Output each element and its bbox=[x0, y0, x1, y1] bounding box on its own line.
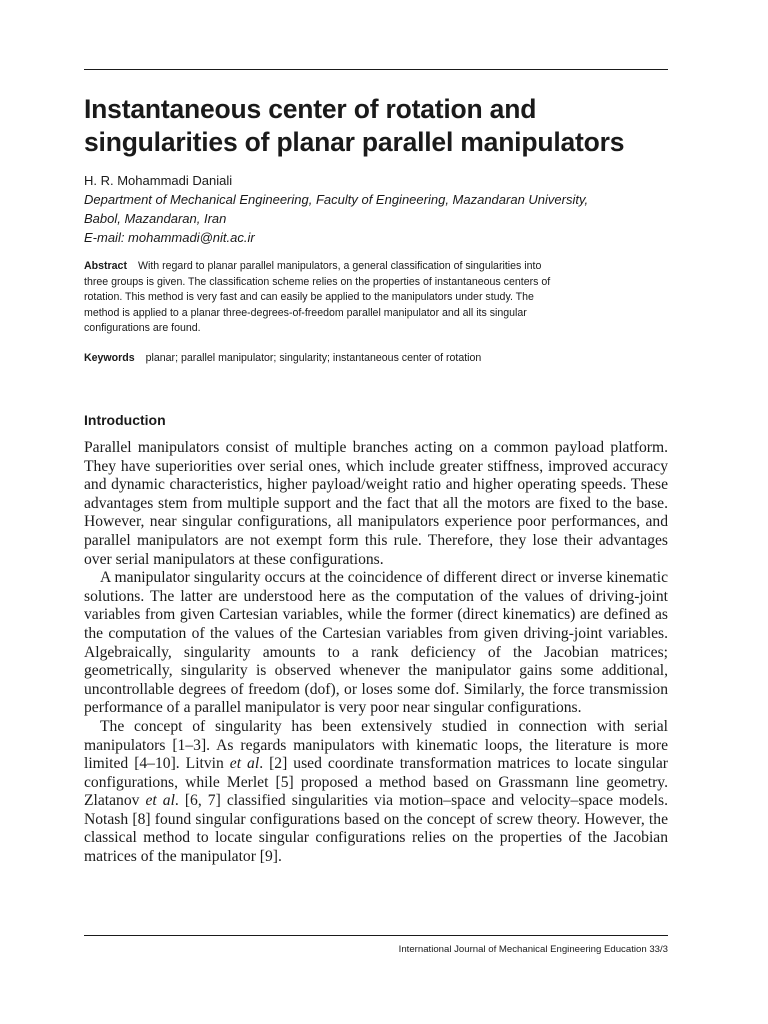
author-affiliation-line-2: Babol, Mazandaran, Iran bbox=[84, 211, 227, 226]
citation-et-al-1: et al bbox=[229, 755, 260, 773]
abstract-text-1: With regard to planar parallel manipulators, a general classification of singularities into bbox=[137, 260, 542, 272]
abstract-line-3: rotation. This method is very fast and can easily be applied to the manipulators under study. The bbox=[84, 291, 534, 303]
abstract bbox=[84, 259, 668, 337]
author-email: E-mail: mohammadi@nit.ac.ir bbox=[84, 230, 255, 245]
header-rule bbox=[84, 69, 668, 70]
journal-footer: International Journal of Mechanical Engineering Education 33/3 bbox=[398, 944, 668, 955]
author-name: H. R. Mohammadi Daniali bbox=[84, 173, 233, 188]
abstract-line-2: three groups is given. The classification scheme relies on the properties of instantaneous centers of bbox=[84, 275, 551, 288]
keywords-text: planar; parallel manipulator; singularity; instantaneous center of rotation bbox=[145, 352, 482, 364]
keywords bbox=[84, 351, 668, 367]
title-line-1: Instantaneous center of rotation and bbox=[84, 94, 537, 124]
author-block bbox=[84, 171, 684, 247]
paper-title bbox=[84, 93, 684, 159]
keywords-label: Keywords bbox=[84, 352, 135, 364]
abstract-line-4: method is applied to a planar three-degrees-of-freedom parallel manipulator and all its singular bbox=[84, 306, 527, 319]
footer-rule bbox=[84, 935, 668, 936]
abstract-label: Abstract bbox=[84, 260, 127, 272]
paragraph-3-part-2: . [2] used coordinate transformation matrices to locate singular configurations, while Merlet [5] proposed a method based on Grassmann line geometry. Zlatanov bbox=[84, 755, 668, 810]
paragraph-2: A manipulator singularity occurs at the coincidence of different direct or inverse kinematic solutions. The latter are understood here as the computation of the values of driving-joint variables from given Cartesian variables, while the former (direct kinematics) are defined as the computation of the values of the Cartesian variables from given driving-joint variables. Algebraically, singularity amounts to a rank deficiency of the Jacobian matrices; geometrically, singularity is observed whenever the manipulator gains some additional, uncontrollable degrees of freedom (dof), or loses some dof. Similarly, the force transmission performance of a parallel manipulator is very poor near singular configurations. bbox=[84, 569, 668, 717]
paragraph-3-part-3: . [6, 7] classified singularities via motion–space and velocity–space models. Notash [8] found singular configurations based on the concept of screw theory. However, the classical method to locate singular configurations relies on the properties of the Jacobian matrices of the manipulator [9]. bbox=[84, 792, 668, 866]
body-text bbox=[84, 439, 668, 867]
citation-et-al-2: et al bbox=[145, 792, 175, 810]
title-line-2: singularities of planar parallel manipulators bbox=[84, 127, 625, 157]
paragraph-3 bbox=[84, 718, 668, 867]
paragraph-3-part-1: The concept of singularity has been extensively studied in connection with serial manipulators [1–3]. As regards manipulators with kinematic loops, the literature is more limited [4–10]. Litvin bbox=[84, 717, 668, 773]
paragraph-1: Parallel manipulators consist of multiple branches acting on a common payload platform. They have superiorities over serial ones, which include greater stiffness, improved accuracy and dynamic characteristics, higher payload/weight ratio and higher operating speeds. These advantages stem from multiple support and the fact that all the motors are fixed to the base. However, near singular configurations, all manipulators experience poor performances, and parallel manipulators are not exempt form this rule. Therefore, they lose their advantages over serial manipulators at these configurations. bbox=[84, 439, 668, 568]
abstract-line-5: configurations are found. bbox=[84, 322, 201, 334]
abstract-line-1 bbox=[84, 259, 668, 275]
author-affiliation-line-1: Department of Mechanical Engineering, Faculty of Engineering, Mazandaran University, bbox=[84, 192, 589, 207]
section-heading-introduction: Introduction bbox=[84, 412, 166, 428]
